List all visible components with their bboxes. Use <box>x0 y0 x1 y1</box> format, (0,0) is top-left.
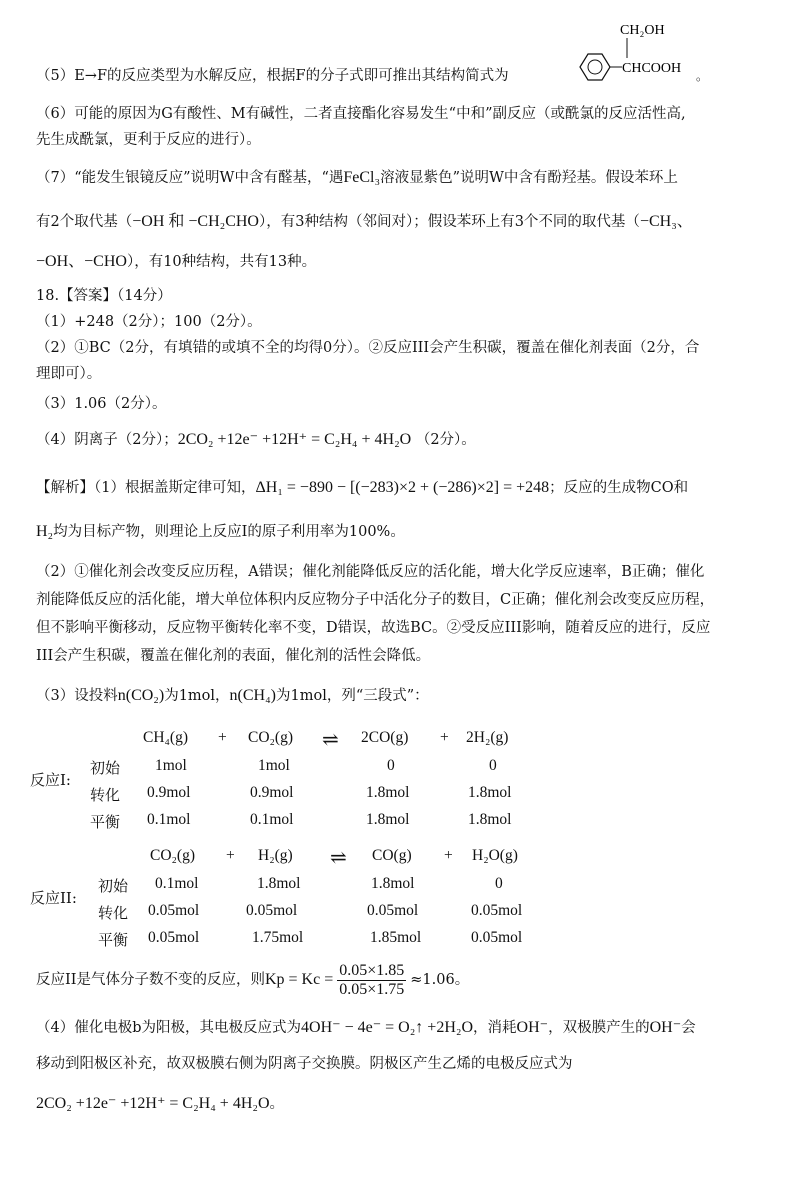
t1-r1-v2: 1.8mol <box>366 784 410 801</box>
t1-h4: 2CO(g) <box>361 729 409 746</box>
answer-4 <box>36 430 780 450</box>
t2-r2-v2: 1.85mol <box>370 929 422 946</box>
t2-h1: + <box>226 847 235 864</box>
t1-h1: + <box>218 729 227 746</box>
analysis-2-line-2: 剂能降低反应的活化能，增大单位体积内反应物分子中活化分子的数目，C正确；催化剂会改变反应历程， <box>36 592 715 608</box>
n-ch4: n(CH₄) <box>229 687 277 704</box>
structure-top-group: CH₂OH <box>620 23 665 38</box>
reaction-1-table <box>0 725 800 835</box>
t2-r1-name: 转化 <box>98 904 129 922</box>
t2-r1-v3: 0.05mol <box>471 902 523 919</box>
anode-equation: 4OH⁻ − 4e⁻ = O₂↑ +2H₂O <box>301 1019 474 1036</box>
kp-label: Kp = Kc = <box>264 971 334 988</box>
analysis-3-intro <box>36 686 780 706</box>
t1-h0: CH₄(g) <box>143 729 189 746</box>
kp-text-2: ≈1.06。 <box>410 972 470 988</box>
t1-r2-v1: 0.1mol <box>250 811 294 828</box>
answer-3: （3）1.06（2分）。 <box>36 396 167 412</box>
t1-r0-v1: 1mol <box>258 757 290 774</box>
fecl3-formula: FeCl₃ <box>343 169 381 186</box>
structure-formula <box>572 20 709 84</box>
t1-r1-v0: 0.9mol <box>147 784 191 801</box>
question-18-header: 18.【答案】（14分） <box>36 288 172 304</box>
t2-r0-v1: 1.8mol <box>257 875 301 892</box>
item-6-line-2: 先生成酰氯，更利于反应的进行）。 <box>36 132 261 148</box>
structure-right-group: CHCOOH <box>622 61 682 76</box>
hydroxide-2: OH⁻ <box>649 1019 682 1036</box>
t2-r1-v2: 0.05mol <box>367 902 419 919</box>
t1-h5: + <box>440 729 449 746</box>
t1-h3: ⇌ <box>322 729 339 751</box>
item-7-text-4: ），有3种结构（邻间对）；假设苯环上有3个不同的取代基（ <box>258 214 640 230</box>
kp-text-1: 反应II是气体分子数不变的反应，则 <box>36 972 265 988</box>
kp-line <box>36 960 780 1004</box>
analysis-3-text-2: 为1mol， <box>164 688 230 704</box>
item-7-text-5: ），有10种结构，共有13种。 <box>126 254 317 270</box>
reaction-2-table <box>0 843 800 953</box>
t1-label: 反应I: <box>30 771 71 789</box>
t2-h5: + <box>444 847 453 864</box>
analysis-3-text-3: 为1mol，列“三段式”： <box>276 688 429 704</box>
analysis-1-text-3: 均为目标产物，则理论上反应I的原子利用率为100%。 <box>53 524 405 540</box>
t1-r0-v2: 0 <box>387 757 395 774</box>
t2-r0-v0: 0.1mol <box>155 875 199 892</box>
answer-2-line-1: （2）①BC（2分，有填错的或填不全的均得0分）。②反应III会产生积碳，覆盖在催化剂表面（2分，合 <box>36 340 700 356</box>
t1-r2-v0: 0.1mol <box>147 811 191 828</box>
t1-r1-name: 转化 <box>90 786 121 804</box>
answer-1: （1）+248（2分）；100（2分）。 <box>36 314 262 330</box>
t2-r0-v2: 1.8mol <box>371 875 415 892</box>
t1-r2-v3: 1.8mol <box>468 811 512 828</box>
t1-r0-v3: 0 <box>489 757 497 774</box>
t2-r0-v3: 0 <box>495 875 503 892</box>
t1-r1-v3: 1.8mol <box>468 784 512 801</box>
three-substituents-2: −OH、−CHO <box>36 253 127 270</box>
t2-r2-v1: 1.75mol <box>252 929 304 946</box>
cathode-equation: 2CO₂ +12e⁻ +12H⁺ = C₂H₄ + 4H₂O <box>36 1095 270 1112</box>
analysis-4-text-2: ，消耗 <box>473 1020 517 1036</box>
structure-end: 。 <box>696 69 709 83</box>
item-7-text-2: 溶液显紫色”说明W中含有酚羟基。假设苯环上 <box>380 170 678 186</box>
t2-label: 反应II: <box>30 889 77 907</box>
answer-4-text-2: （2分）。 <box>415 432 476 448</box>
analysis-4-line-1 <box>36 1018 780 1038</box>
t2-h3: ⇌ <box>330 847 347 869</box>
t2-r2-name: 平衡 <box>98 931 129 949</box>
benzene-ring-circle <box>588 60 602 74</box>
t2-h0: CO₂(g) <box>150 847 196 864</box>
analysis-4-line-3 <box>36 1094 780 1114</box>
t2-r2-v0: 0.05mol <box>148 929 200 946</box>
t1-h2: CO₂(g) <box>248 729 294 746</box>
analysis-4-text-4: 会 <box>681 1020 696 1036</box>
t1-r2-name: 平衡 <box>90 813 121 831</box>
item-7-line-2 <box>36 212 780 232</box>
t2-h2: H₂(g) <box>258 847 293 864</box>
t2-r2-v3: 0.05mol <box>471 929 523 946</box>
item-7-text-3: 有2个取代基（ <box>36 214 133 230</box>
t1-r0-name: 初始 <box>90 759 121 777</box>
item-7-line-1 <box>36 168 780 188</box>
two-substituents: −OH 和 −CH₂CHO <box>132 213 259 230</box>
analysis-2-line-3: 但不影响平衡移动，反应物平衡转化率不变，D错误，故选BC。②受反应III影响，随着反应的进行，反应 <box>36 620 711 636</box>
analysis-1-line-1 <box>36 478 780 498</box>
answer-4-text-1: （4）阴离子（2分）； <box>36 432 178 448</box>
item-5-text: （5）E→F的反应类型为水解反应，根据F的分子式即可推出其结构简式为 <box>36 68 509 84</box>
t2-h6: H₂O(g) <box>472 847 518 864</box>
analysis-1-text-1: 【解析】（1）根据盖斯定律可知， <box>36 480 256 496</box>
t1-r2-v2: 1.8mol <box>366 811 410 828</box>
t1-r0-v0: 1mol <box>155 757 187 774</box>
kp-numerator: 0.05×1.85 <box>339 961 405 979</box>
analysis-3-text-1: （3）设投料 <box>36 688 118 704</box>
t1-r1-v1: 0.9mol <box>250 784 294 801</box>
analysis-4-end: 。 <box>269 1096 285 1112</box>
kp-denominator: 0.05×1.75 <box>339 980 405 998</box>
kp-fraction <box>337 962 406 999</box>
analysis-2-line-1: （2）①催化剂会改变反应历程，A错误；催化剂能降低反应的活化能，增大化学反应速率，B正确；催化 <box>36 564 705 580</box>
answer-2-line-2: 理即可）。 <box>36 366 102 382</box>
analysis-4-text-1: （4）催化电极b为阳极，其电极反应式为 <box>36 1020 302 1036</box>
t2-r0-name: 初始 <box>98 877 129 895</box>
item-7-line-3 <box>36 252 780 272</box>
analysis-2-line-4: III会产生积碳，覆盖在催化剂的表面，催化剂的活性会降低。 <box>36 648 431 664</box>
answer-4-equation: 2CO₂ +12e⁻ +12H⁺ = C₂H₄ + 4H₂O <box>177 431 412 448</box>
enthalpy-equation: ΔH₁ = −890 − [(−283)×2 + (−286)×2] = +248 <box>255 479 550 496</box>
three-substituents-1: −CH₃、 <box>639 213 693 230</box>
t1-h6: 2H₂(g) <box>466 729 509 746</box>
t2-h4: CO(g) <box>372 847 412 864</box>
item-6-line-1: （6）可能的原因为G有酸性、M有碱性，二者直接酯化容易发生“中和”副反应（或酰氯的反应活性高, <box>36 106 686 122</box>
analysis-4-text-3: ，双极膜产生的 <box>548 1020 650 1036</box>
t2-r1-v1: 0.05mol <box>246 902 298 919</box>
analysis-4-line-2: 移动到阳极区补充，故双极膜右侧为阴离子交换膜。阴极区产生乙烯的电极反应式为 <box>36 1056 573 1072</box>
t2-r1-v0: 0.05mol <box>148 902 200 919</box>
n-co2: n(CO₂) <box>117 687 165 704</box>
analysis-1-text-2: ；反应的生成物CO和 <box>549 480 689 496</box>
analysis-1-line-2 <box>36 522 780 542</box>
h2-formula: H₂ <box>36 523 54 540</box>
item-7-text-1: （7）“能发生银镜反应”说明W中含有醛基，“遇 <box>36 170 344 186</box>
hydroxide-1: OH⁻ <box>516 1019 549 1036</box>
benzene-ring-icon <box>580 54 610 80</box>
